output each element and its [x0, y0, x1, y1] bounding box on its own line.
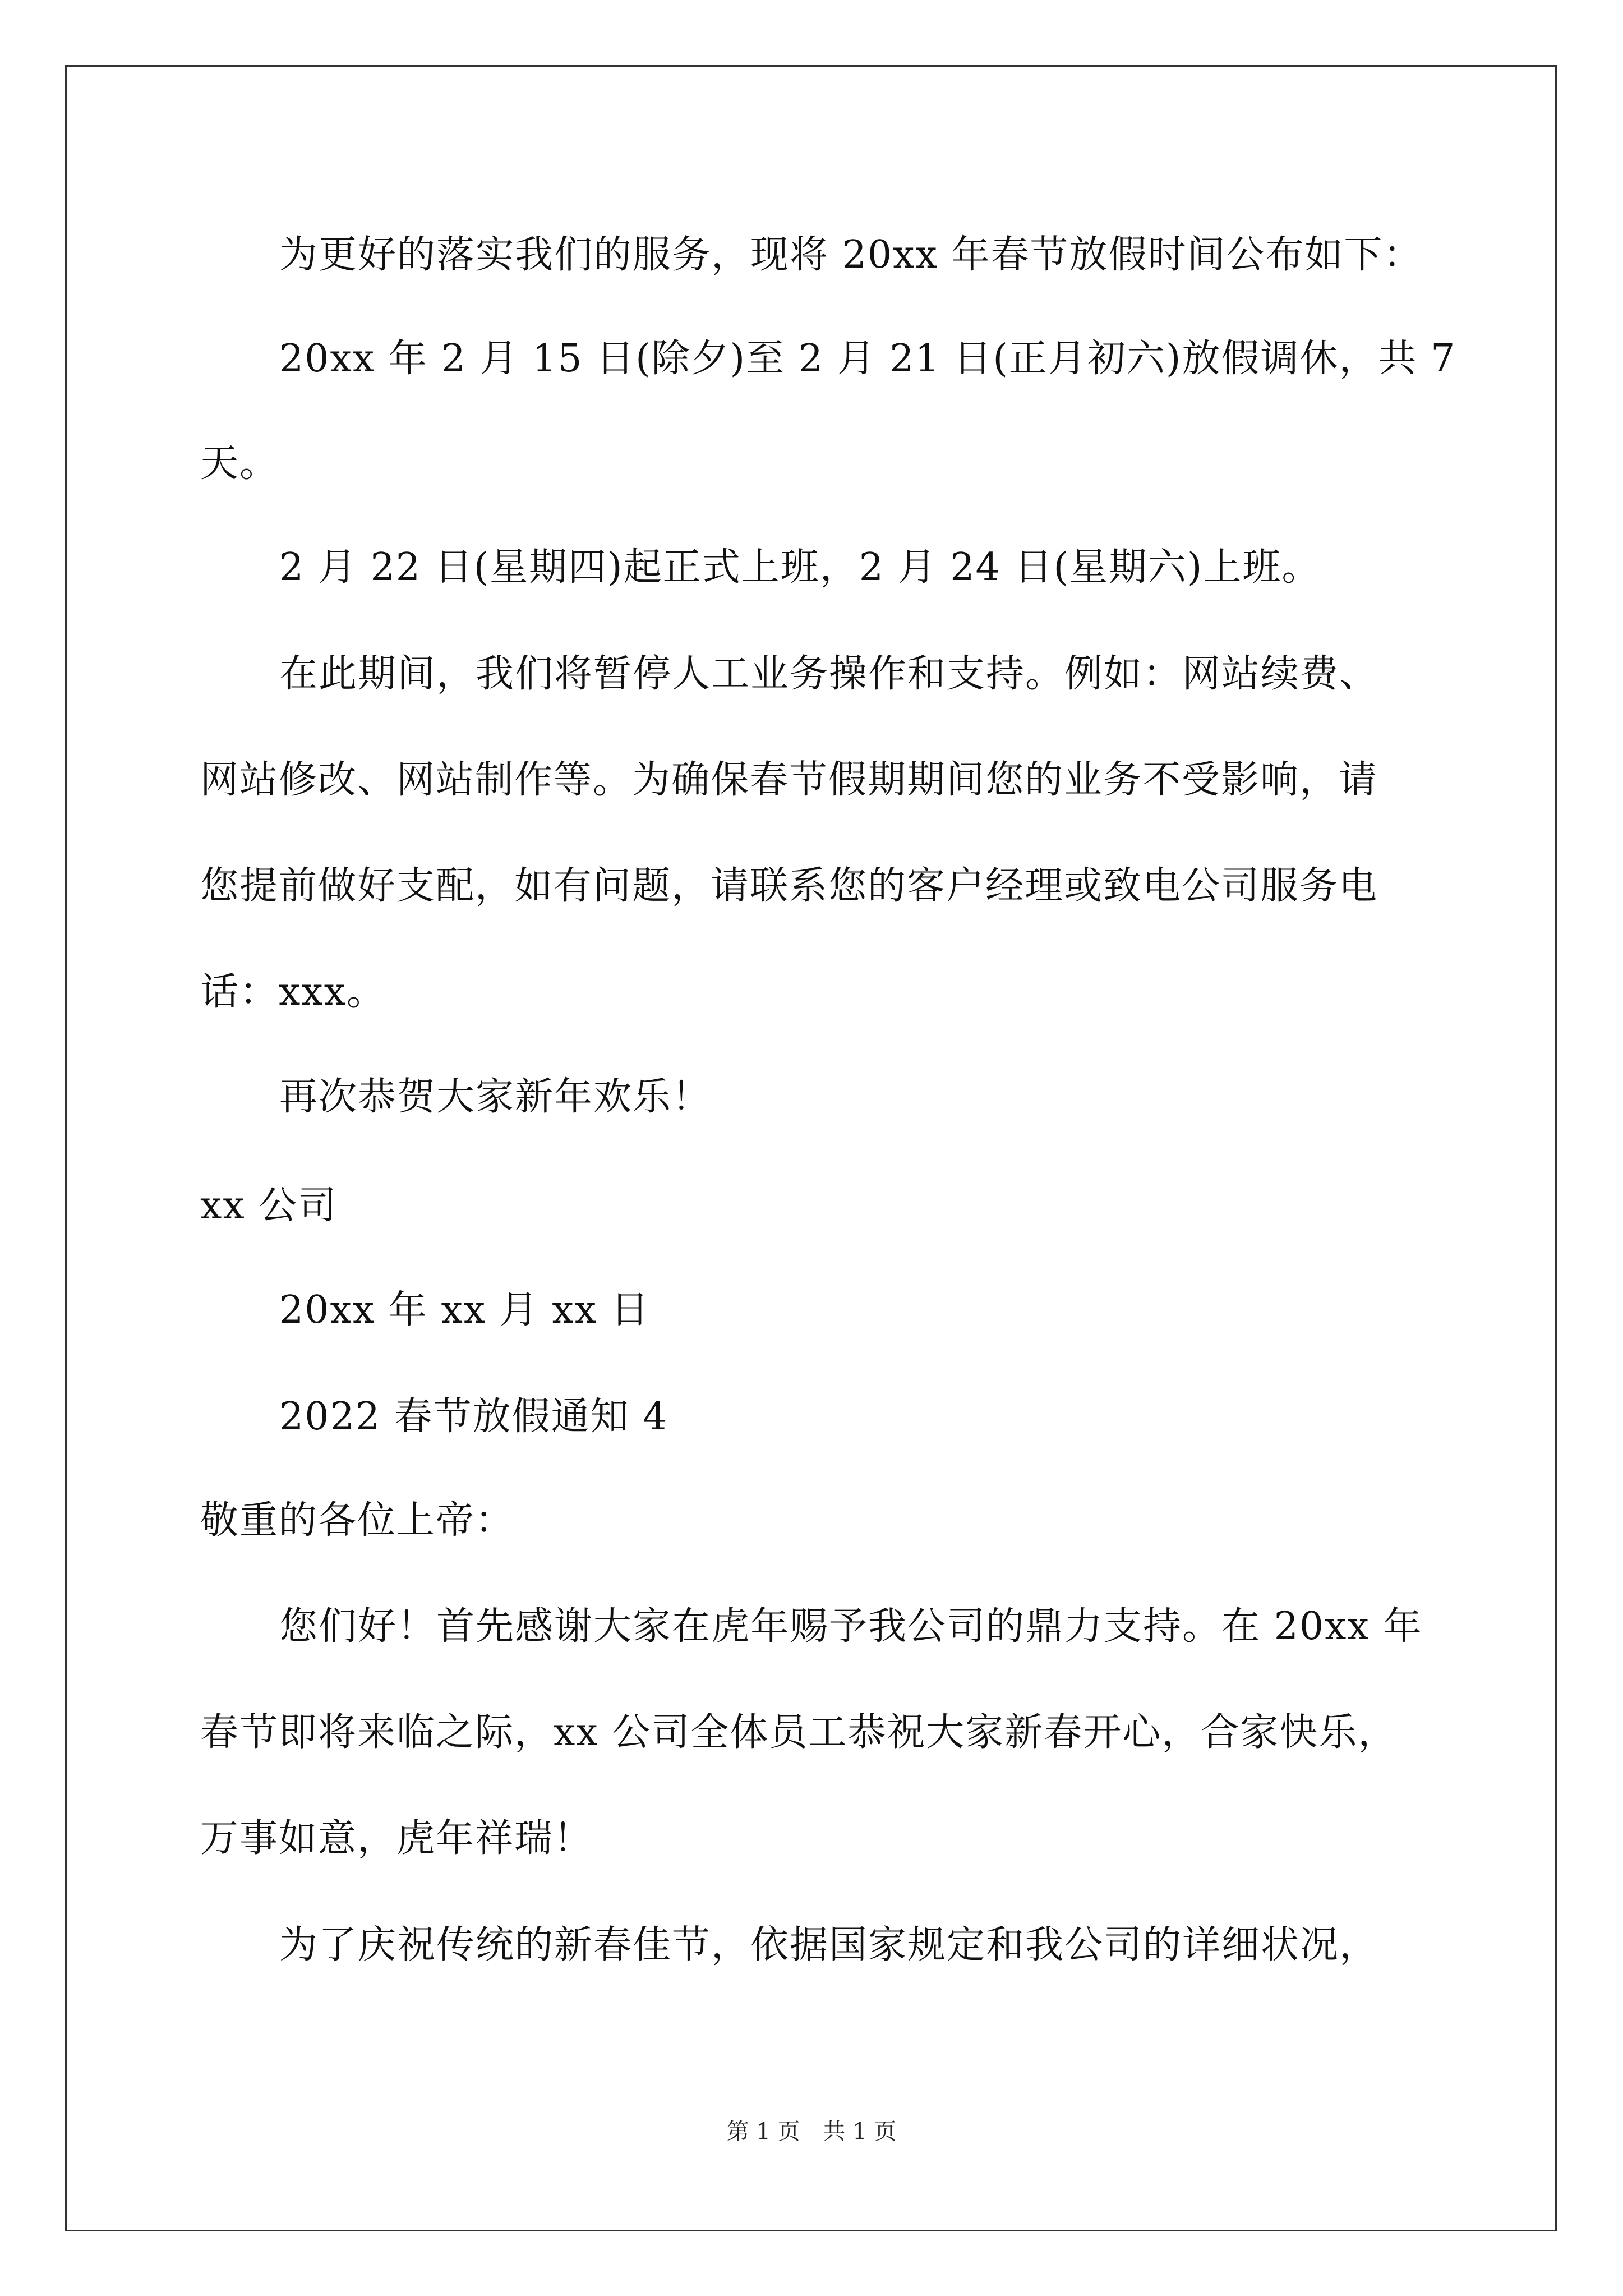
- page-number-current: 第 1 页: [726, 2119, 800, 2145]
- paragraph-line: 天。: [200, 441, 279, 486]
- paragraph-line: 在此期间，我们将暂停人工业务操作和支持。例如：网站续费、: [279, 652, 1379, 696]
- section-title: 2022 春节放假通知 4: [279, 1395, 668, 1439]
- page-border: [65, 65, 1557, 2231]
- paragraph-line: 为了庆祝传统的新春佳节，依据国家规定和我公司的详细状况，: [279, 1923, 1379, 1967]
- salutation: 敬重的各位上帝：: [200, 1498, 515, 1543]
- paragraph-line: 您提前做好支配，如有问题，请联系您的客户经理或致电公司服务电: [200, 864, 1378, 908]
- paragraph-line: 网站修改、网站制作等。为确保春节假期期间您的业务不受影响，请: [200, 758, 1378, 802]
- company-name: xx 公司: [200, 1184, 338, 1228]
- paragraph-line: 2 月 22 日(星期四)起正式上班，2 月 24 日(星期六)上班。: [279, 545, 1321, 590]
- paragraph-line: 话：xxx。: [200, 970, 386, 1014]
- paragraph-line: 20xx 年 2 月 15 日(除夕)至 2 月 21 日(正月初六)放假调休，共 7: [279, 337, 1456, 381]
- page-footer: [0, 2118, 1623, 2146]
- date-line: 20xx 年 xx 月 xx 日: [279, 1288, 650, 1332]
- paragraph-line: 万事如意，虎年祥瑞！: [200, 1816, 593, 1861]
- paragraph-line: 为更好的落实我们的服务，现将 20xx 年春节放假时间公布如下：: [279, 233, 1423, 277]
- page-number-total: 共 1 页: [823, 2119, 897, 2145]
- paragraph-line: 您们好！首先感谢大家在虎年赐予我公司的鼎力支持。在 20xx 年: [279, 1604, 1423, 1649]
- paragraph-line: 春节即将来临之际，xx 公司全体员工恭祝大家新春开心，合家快乐，: [200, 1710, 1398, 1755]
- paragraph-line: 再次恭贺大家新年欢乐！: [279, 1075, 712, 1119]
